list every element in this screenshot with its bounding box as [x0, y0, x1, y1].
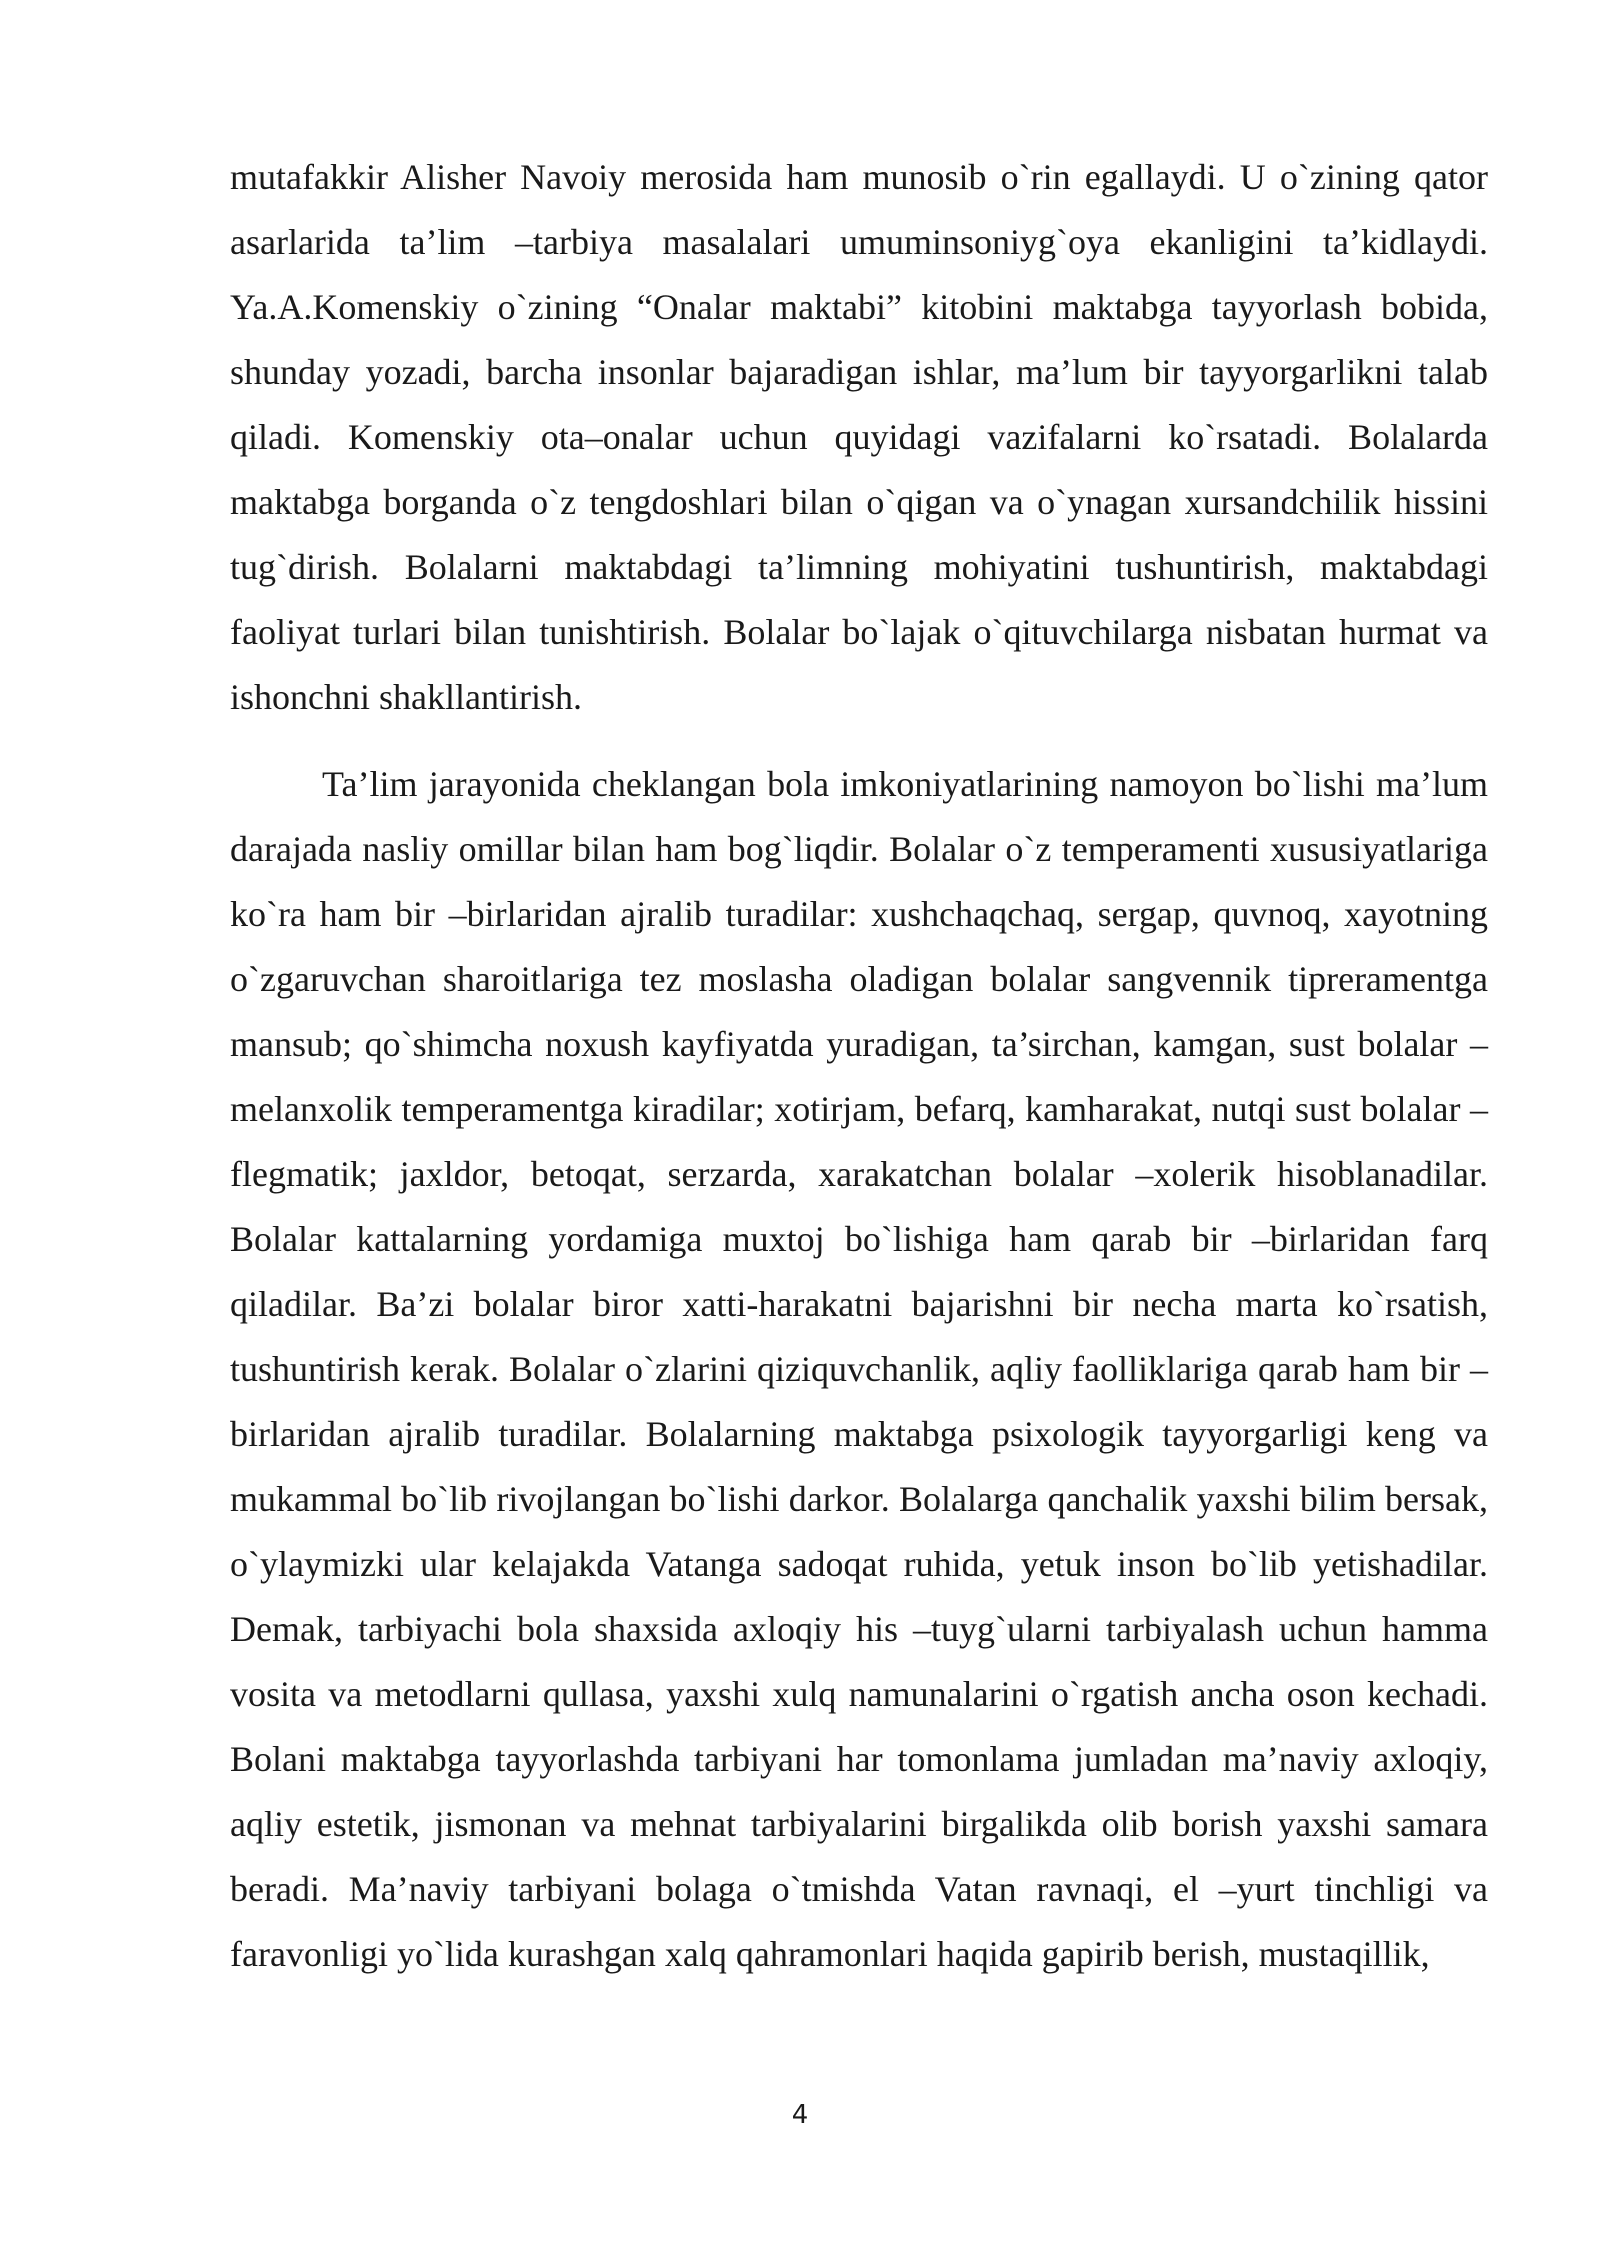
paragraph-1: mutafakkir Alisher Navoiy merosida ham munosib o`rin egallaydi. U o`zining qator asarlarida ta’lim –tarbiya masalalari umuminsoniyg`oya ekanligini ta’kidlaydi. Ya.A.Komenskiy o`zining “Onalar maktabi” kitobini maktabga tayyorlash bobida, shunday yozadi, barcha insonlar bajaradigan ishlar, ma’lum bir tayyorgarlikni talab qiladi. Komenskiy ota–onalar uchun quyidagi vazifalarni ko`rsatadi. Bolalarda maktabga borganda o`z tengdoshlari bilan o`qigan va o`ynagan xursandchilik hissini tug`dirish. Bolalarni maktabdagi ta’limning mohiyatini tushuntirish, maktabdagi faoliyat turlari bilan tunishtirish. Bolalar bo`lajak o`qituvchilarga nisbatan hurmat va ishonchni shakllantirish. [230, 157, 1488, 717]
page-number: 4 [791, 2100, 809, 2130]
paragraph-2: Ta’lim jarayonida cheklangan bola imkoniyatlarining namoyon bo`lishi ma’lum darajada nasliy omillar bilan ham bog`liqdir. Bolalar o`z temperamenti xususiyatlariga ko`ra ham bir –birlaridan ajralib turadilar: xushchaqchaq, sergap, quvnoq, xayotning o`zgaruvchan sharoitlariga tez moslasha oladigan bolalar sangvennik tipreramentga mansub; qo`shimcha noxush kayfiyatda yuradigan, ta’sirchan, kamgan, sust bolalar – melanxolik temperamentga kiradilar; xotirjam, befarq, kamharakat, nutqi sust bolalar –flegmatik; jaxldor, betoqat, serzarda, xarakatchan bolalar –xolerik hisoblanadilar. Bolalar kattalarning yordamiga muxtoj bo`lishiga ham qarab bir –birlaridan farq qiladilar. Ba’zi bolalar biror xatti-harakatni bajarishni bir necha marta ko`rsatish, tushuntirish kerak. Bolalar o`zlarini qiziquvchanlik, aqliy faolliklariga qarab ham bir – birlaridan ajralib turadilar. Bolalarning maktabga psixologik tayyorgarligi keng va mukammal bo`lib rivojlangan bo`lishi darkor. Bolalarga qanchalik yaxshi bilim bersak, o`ylaymizki ular kelajakda Vatanga sadoqat ruhida, yetuk inson bo`lib yetishadilar. Demak, tarbiyachi bola shaxsida axloqiy his –tuyg`ularni tarbiyalash uchun hamma vosita va metodlarni qullasa, yaxshi xulq namunalarini o`rgatish ancha oson kechadi. Bolani maktabga tayyorlashda tarbiyani har tomonlama jumladan ma’naviy axloqiy, aqliy estetik, jismonan va mehnat tarbiyalarini birgalikda olib borish yaxshi samara beradi. Ma’naviy tarbiyani bolaga o`tmishda Vatan ravnaqi, el –yurt tinchligi va faravonligi yo`lida kurashgan xalq qahramonlari haqida gapirib berish, mustaqillik, [230, 764, 1488, 1974]
body-text [230, 145, 1488, 1987]
